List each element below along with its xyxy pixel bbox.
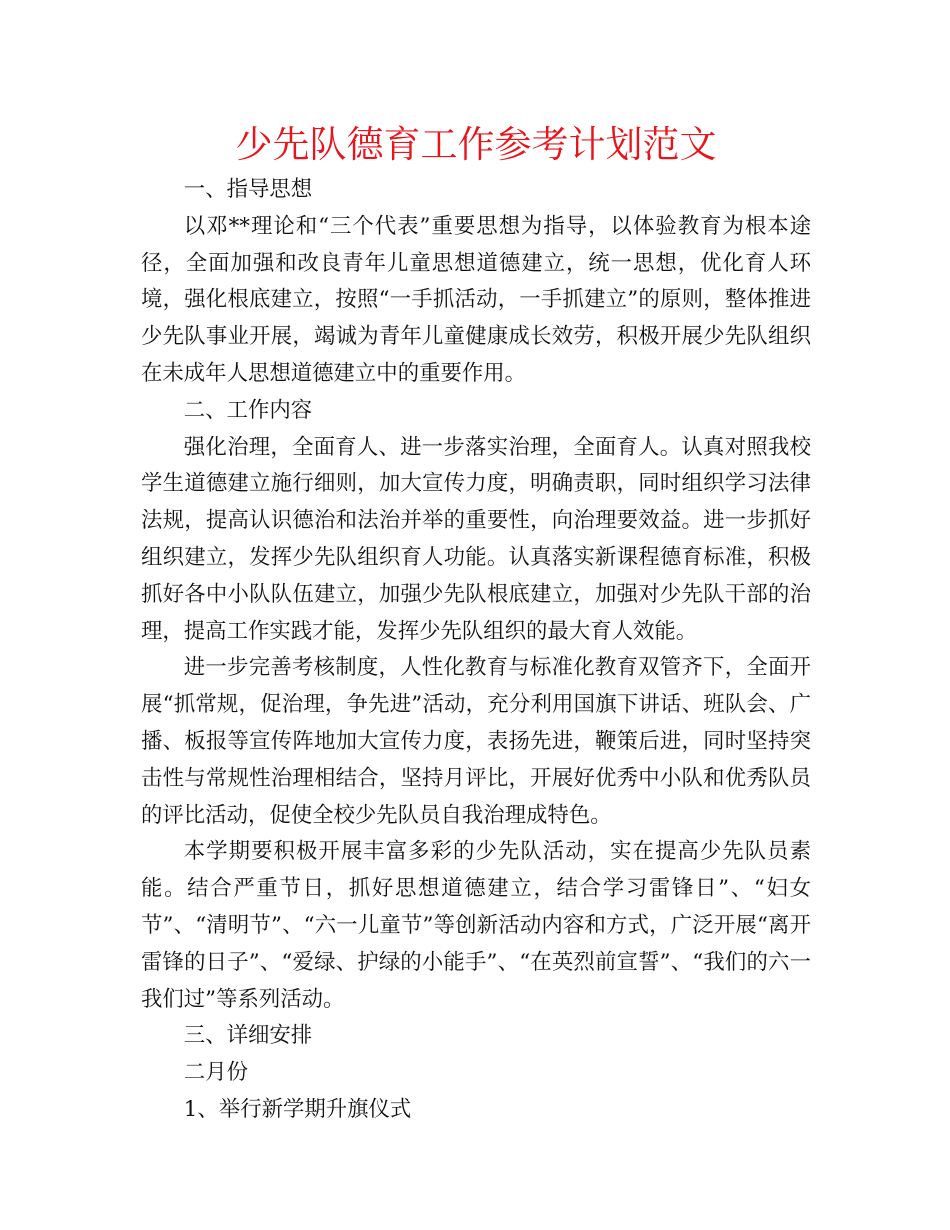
paragraph-activities: 本学期要积极开展丰富多彩的少先队活动，实在提高少先队员素能。结合严重节日，抓好思想道德建立，结合学习雷锋日”、“妇女节”、“清明节”、“六一儿童节”等创新活动内容和方式，广泛开展“离开雷锋的日子”、“爱绿、护绿的小能手”、“在英烈前宣誓”、“我们的六一我们过”等系列活动。 [141,839,811,1012]
section-heading-arrangement: 三、详细安排 [183,1023,313,1049]
section-heading-work-content: 二、工作内容 [183,397,313,423]
document-title: 少先队德育工作参考计划范文 [235,123,717,166]
paragraph-guiding-thought: 以邓**理论和“三个代表”重要思想为指导，以体验教育为根本途径，全面加强和改良青年儿童思想道德建立，统一思想，优化育人环境，强化根底建立，按照“一手抓活动，一手抓建立”的原则，整体推进少先队事业开展，竭诚为青年儿童健康成长效劳，积极开展少先队组织在未成年人思想道德建立中的重要作用。 [141,213,811,386]
month-heading-february: 二月份 [183,1060,248,1086]
paragraph-assessment: 进一步完善考核制度，人性化教育与标准化教育双管齐下，全面开展“抓常规，促治理，争先进”活动，充分利用国旗下讲话、班队会、广播、板报等宣传阵地加大宣传力度，表扬先进，鞭策后进，同时坚持突击性与常规性治理相结合，坚持月评比，开展好优秀中小队和优秀队员的评比活动，促使全校少先队员自我治理成特色。 [141,655,811,828]
list-item-flag-ceremony: 1、举行新学期升旗仪式 [183,1096,412,1122]
document-page [141,118,811,1129]
section-heading-guiding-thought: 一、指导思想 [183,177,313,202]
paragraph-management: 强化治理，全面育人、进一步落实治理，全面育人。认真对照我校学生道德建立施行细则，加大宣传力度，明确责职，同时组织学习法律法规，提高认识德治和法治并举的重要性，向治理要效益。进一步抓好组织建立，发挥少先队组织育人功能。认真落实新课程德育标准，积极抓好各中小队队伍建立，加强少先队根底建立，加强对少先队干部的治理，提高工作实践才能，发挥少先队组织的最大育人效能。 [141,434,811,644]
